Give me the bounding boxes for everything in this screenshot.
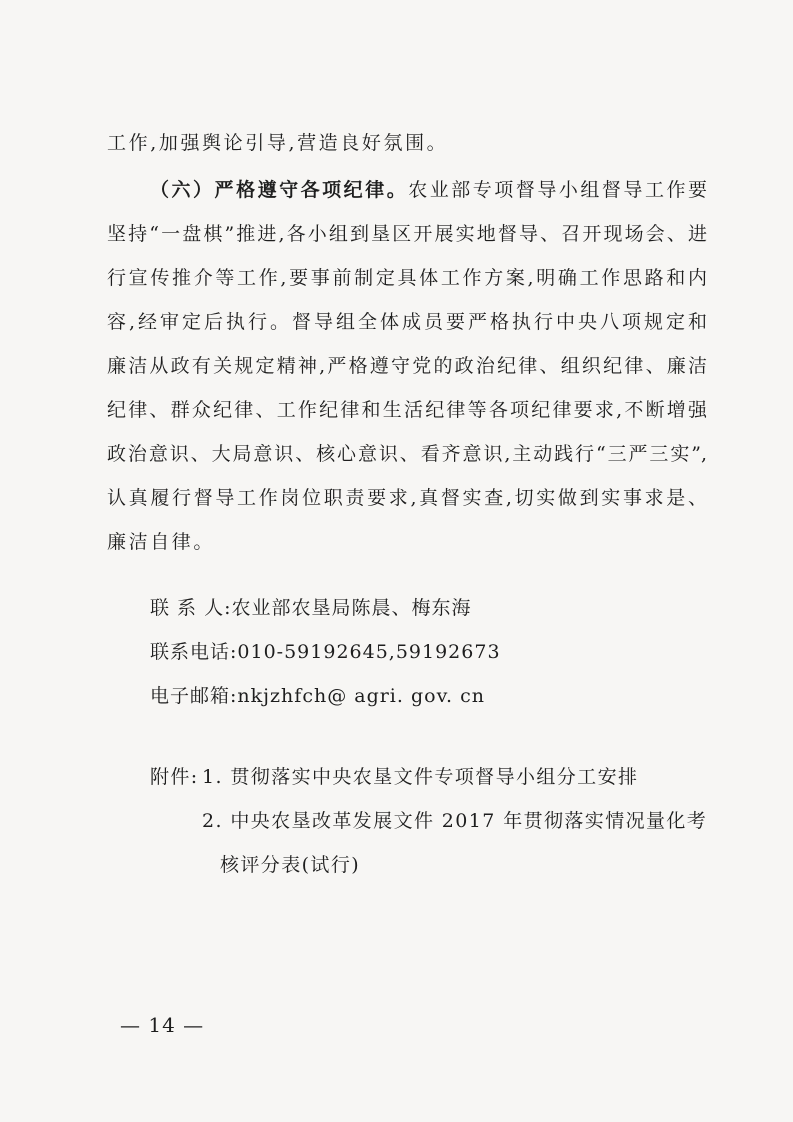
- paragraph-line: 廉洁从政有关规定精神,严格遵守党的政治纪律、组织纪律、廉洁: [107, 355, 707, 377]
- paragraph-line: 纪律、群众纪律、工作纪律和生活纪律等各项纪律要求,不断增强: [107, 399, 707, 421]
- attachment-label: 附件:: [150, 766, 199, 788]
- paragraph-line: 容,经审定后执行。督导组全体成员要严格执行中央八项规定和: [107, 311, 707, 333]
- section-heading: （六）严格遵守各项纪律。: [150, 179, 409, 201]
- paragraph-line: 坚持“一盘棋”推进,各小组到垦区开展实地督导、召开现场会、进: [107, 223, 707, 245]
- paragraph-text: 农业部专项督导小组督导工作要: [408, 179, 707, 201]
- paragraph-line: [150, 180, 707, 200]
- attachment-item-1: 1. 贯彻落实中央农垦文件专项督导小组分工安排: [202, 766, 639, 788]
- paragraph-line: 认真履行督导工作岗位职责要求,真督实查,切实做到实事求是、: [107, 487, 707, 509]
- paragraph-line: 政治意识、大局意识、核心意识、看齐意识,主动践行“三严三实”,: [107, 443, 707, 465]
- attachment-item-2: 2. 中央农垦改革发展文件 2017 年贯彻落实情况量化考: [202, 810, 708, 832]
- contact-person: 联 系 人:农业部农垦局陈晨、梅东海: [150, 597, 472, 619]
- paragraph-line: 廉洁自律。: [107, 531, 216, 553]
- paragraph-line: 行宣传推介等工作,要事前制定具体工作方案,明确工作思路和内: [107, 267, 707, 289]
- attachment-item-2-continued: 核评分表(试行): [220, 854, 361, 876]
- page-number: — 14 —: [120, 1013, 205, 1037]
- contact-email: 电子邮箱:nkjzhfch@ agri. gov. cn: [150, 685, 486, 707]
- paragraph-line: 工作,加强舆论引导,营造良好氛围。: [107, 132, 449, 154]
- contact-phone: 联系电话:010-59192645,59192673: [150, 641, 501, 663]
